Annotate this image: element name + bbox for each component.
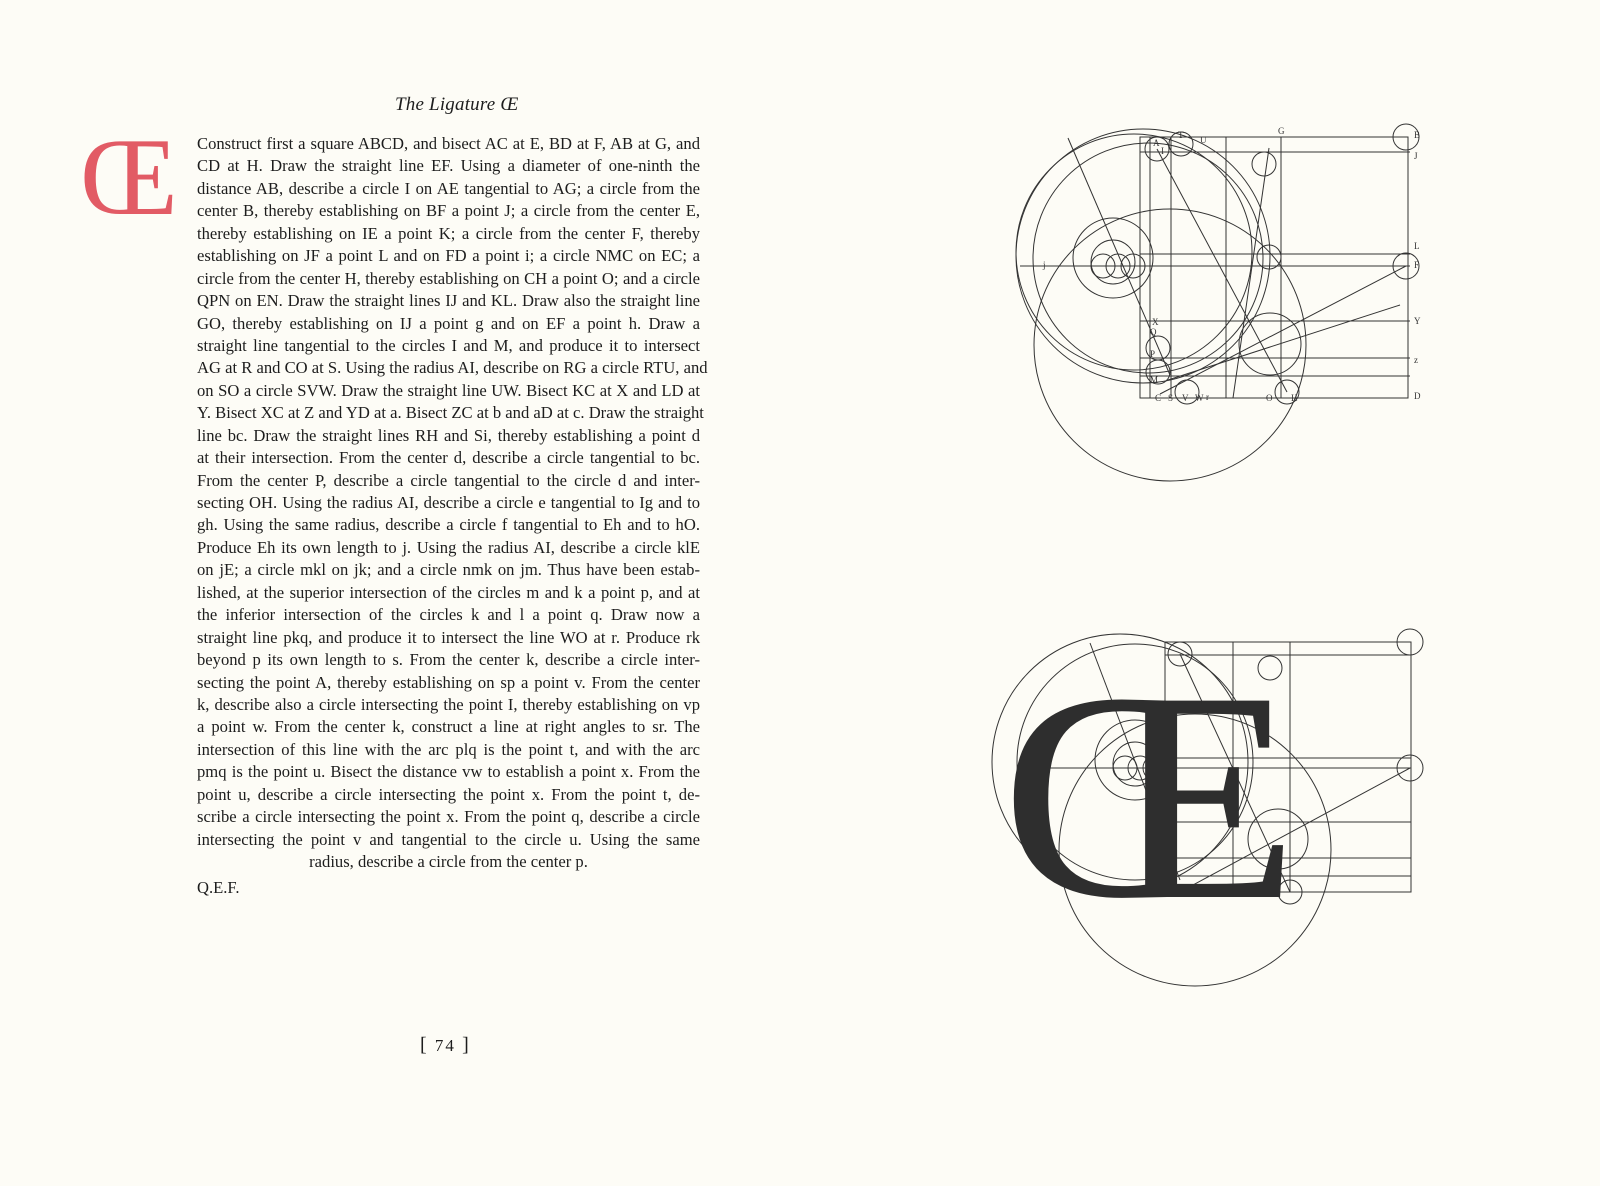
label-t: T	[1178, 130, 1184, 140]
body-line: Construct first a square ABCD, and bisect AC at E, BD at F, AB at G, and	[197, 134, 700, 153]
circle-main-inner	[1033, 143, 1263, 373]
body-line: secting OH. Using the radius AI, describe a circle e tangential to Ig and to	[197, 493, 700, 512]
closing-qef: Q.E.F.	[197, 878, 240, 897]
circle-e	[1252, 152, 1276, 176]
circle-main-mid	[1016, 134, 1252, 370]
circle-main-outer	[1016, 129, 1270, 383]
body-line: pmq is the point u. Bisect the distance vw to establish a point x. From the	[197, 762, 700, 782]
ligature-oe-glyph: Œ	[1000, 630, 1300, 962]
body-line: beyond p its own length to s. From the center k, describe a circle inter-	[197, 650, 700, 670]
body-line: thereby establishing on IE a point K; a circle from the center F, thereby	[197, 223, 700, 243]
circle-k	[1073, 218, 1153, 298]
label-x: X	[1152, 317, 1159, 327]
folio-open-bracket: [	[420, 1034, 429, 1056]
page-title: The Ligature Œ	[395, 94, 519, 115]
label-w: W	[1195, 393, 1204, 403]
label-f: F	[1414, 260, 1420, 270]
body-line: circle from the center H, thereby establishing on CH a point O; and a circle	[197, 268, 700, 288]
folio-close-bracket: ]	[462, 1034, 471, 1056]
label-z: z	[1414, 355, 1418, 365]
label-q: Q	[1150, 327, 1157, 337]
label-y: Y	[1414, 316, 1421, 326]
body-line: CD at H. Draw the straight line EF. Using a diameter of one-ninth the	[197, 156, 700, 176]
label-p: P	[1150, 349, 1156, 359]
label-a: A	[1153, 138, 1160, 148]
circle-d	[1239, 313, 1301, 375]
body-line: QPN on EN. Draw the straight lines IJ and KL. Draw also the straight line	[197, 291, 700, 311]
circle-f-small	[1257, 245, 1281, 269]
body-line: intersecting the point v and tangential to the circle u. Using the same	[197, 829, 700, 849]
body-line: line bc. Draw the straight lines RH and Si, thereby establishing a point d	[197, 425, 700, 445]
drop-cap-initial: Œ	[80, 116, 170, 238]
line-pkq	[1068, 138, 1170, 375]
label-j-small: j	[1043, 260, 1046, 270]
label-m: M	[1150, 375, 1159, 385]
label-r: r	[1206, 392, 1209, 402]
label-s: S	[1168, 393, 1174, 403]
label-b: B	[1414, 130, 1421, 140]
label-h: H	[1291, 393, 1298, 403]
label-o: O	[1266, 393, 1273, 403]
body-line: a point w. From the center k, construct a line at right angles to sr. The	[197, 717, 700, 737]
body-line: AG at R and CO at S. Using the radius AI, describe on RG a circle RTU, and	[197, 358, 708, 378]
body-line: secting the point A, thereby establishing on sp a point v. From the center	[197, 672, 700, 692]
body-line: From the center P, describe a circle tangential to the circle d and inter-	[197, 470, 700, 490]
body-line: the inferior intersection of the circles k and l a point q. Draw now a	[197, 605, 700, 625]
body-line: Y. Bisect XC at Z and YD at a. Bisect ZC at b and aD at c. Draw the straight	[197, 403, 704, 423]
body-line: on SO a circle SVW. Draw the straight line UW. Bisect KC at X and LD at	[197, 380, 700, 400]
line-si	[1160, 266, 1406, 394]
body-line: straight line tangential to the circles I and M, and produce it to intersect	[197, 335, 700, 355]
label-v: V	[1182, 393, 1189, 403]
body-line: distance AB, describe a circle I on AE tangential to AG; a circle from the	[197, 178, 700, 198]
body-line: center B, thereby establishing on BF a point J; a circle from the center E,	[197, 201, 700, 221]
body-line: on jE; a circle mkl on jk; and a circle nmk on jm. Thus have been estab-	[197, 560, 700, 580]
line-go-diag	[1233, 148, 1269, 398]
label-l: L	[1414, 241, 1420, 251]
body-line: point u, describe a circle intersecting the point x. From the point t, de-	[197, 784, 700, 804]
body-line: scribe a circle intersecting the point x. From the point q, describe a circle	[197, 807, 700, 827]
body-line: intersection of this line with the arc plq is the point t, and with the arc	[197, 739, 700, 759]
body-line: Produce Eh its own length to j. Using the radius AI, describe a circle klE	[197, 537, 700, 557]
body-line: radius, describe a circle from the center p.	[309, 852, 588, 871]
body-line: straight line pkq, and produce it to intersect the line WO at r. Produce rk	[197, 627, 700, 647]
label-c: C	[1155, 393, 1162, 403]
construction-diagram-top	[1016, 124, 1419, 481]
label-u: U	[1200, 135, 1207, 145]
folio-number: 74	[434, 1036, 456, 1055]
label-j: J	[1414, 151, 1418, 161]
body-line: gh. Using the same radius, describe a circle f tangential to Eh and to hO.	[197, 515, 700, 535]
label-d: D	[1414, 391, 1421, 401]
body-line: establishing on JF a point L and on FD a point i; a circle NMC on EC; a	[197, 246, 700, 266]
body-line: k, describe also a circle intersecting the point I, thereby establishing on vp	[197, 694, 700, 714]
body-line: at their intersection. From the center d, describe a circle tangential to bc.	[197, 448, 700, 468]
label-g: G	[1278, 126, 1285, 136]
label-i: I	[1161, 146, 1164, 156]
body-line: GO, thereby establishing on IJ a point g and on EF a point h. Draw a	[197, 313, 700, 333]
body-line: lished, at the superior intersection of the circles m and k a point p, and at	[197, 582, 700, 602]
